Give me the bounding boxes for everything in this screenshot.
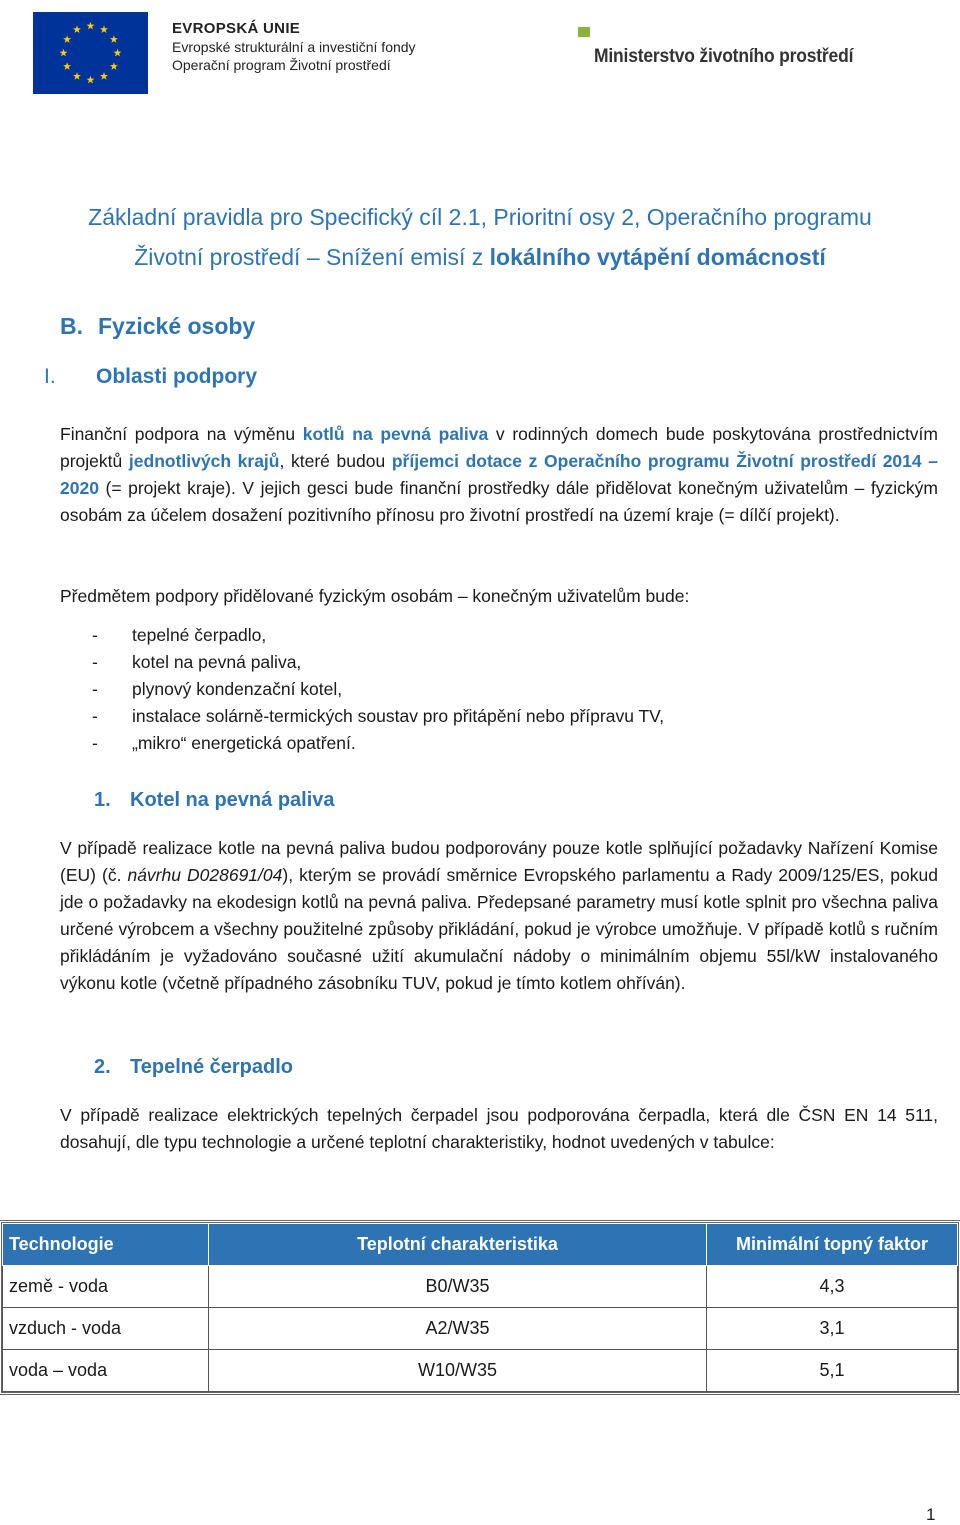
section-1-heading bbox=[94, 789, 335, 812]
title-line-2-a: Životní prostředí – Snížení emisí z bbox=[134, 244, 490, 270]
intro-text-4: (= projekt kraje). V jejich gesci bude finanční prostředky dále přidělovat konečným uživatelům – fyzickým osobám za účelem dosažení pozitivního přínosu pro životní prostředí na území kraje (= dílčí projekt). bbox=[60, 478, 938, 525]
table-cell: voda – voda bbox=[3, 1350, 209, 1392]
section-2-number: 2. bbox=[94, 1056, 111, 1078]
list-item: - plynový kondenzační kotel, bbox=[92, 676, 664, 703]
intro-highlight-3: příjemci dotace z Operačního programu Životní prostředí 2014 – 2020 bbox=[60, 451, 938, 498]
ministry-logo: Ministerstvo životního prostředí bbox=[594, 46, 854, 67]
column-header: Teplotní charakteristika bbox=[209, 1224, 707, 1266]
list-item: - „mikro“ energetická opatření. bbox=[92, 730, 664, 757]
support-items-list bbox=[92, 622, 664, 757]
table-cell: vzduch - voda bbox=[3, 1308, 209, 1350]
title-line-1: Základní pravidla pro Specifický cíl 2.1, Prioritní osy 2, Operačního programu bbox=[88, 204, 872, 230]
section-1-paragraph bbox=[60, 835, 938, 997]
section-b-heading bbox=[60, 313, 255, 340]
intro-text-1: Finanční podpora na výměnu bbox=[60, 424, 303, 444]
section-b-number: B. bbox=[60, 313, 83, 339]
intro-highlight-1: kotlů na pevná paliva bbox=[302, 424, 489, 444]
section-1-label: Kotel na pevná paliva bbox=[130, 789, 335, 811]
section-i-label: Oblasti podpory bbox=[96, 365, 258, 388]
page-header bbox=[0, 0, 960, 110]
list-item: - tepelné čerpadlo, bbox=[92, 622, 664, 649]
table-cell: B0/W35 bbox=[209, 1266, 707, 1308]
intro-text-2: v rodinných domech bude poskytována prostřednictvím projektů bbox=[60, 424, 939, 471]
eu-line-1: EVROPSKÁ UNIE bbox=[172, 20, 301, 37]
section-1-text-2: ), kterým se provádí směrnice Evropského parlamentu a Rady 2009/125/ES, pokud jde o požadavky na ekodesign kotlů na pevná paliva. Předepsané parametry musí kotle splnit pro všechna paliva určené výrobcem a všechny použitelné způsoby přikládání, pokud je výrobce umožňuje. V případě kotlů s ručním přikládáním je vyžadováno současné užití akumulační nádoby o minimálním objemu 55l/kW instalovaného výkonu kotle (včetně případného zásobníku TUV, pokud je tímto kotlem ohříván). bbox=[60, 865, 938, 993]
list-item: - instalace solárně-termických soustav pro přitápění nebo přípravu TV, bbox=[92, 703, 664, 730]
title-line-2 bbox=[0, 237, 960, 277]
title-line-2-b: lokálního vytápění domácností bbox=[489, 244, 826, 270]
table-cell: A2/W35 bbox=[209, 1308, 707, 1350]
table-row bbox=[3, 1350, 958, 1392]
section-1-text-1: V případě realizace kotle na pevná paliva budou podporovány pouze kotle splňující požadavky Nařízení Komise (EU) (č. bbox=[60, 838, 938, 885]
column-header: Minimální topný faktor bbox=[707, 1224, 958, 1266]
section-2-heading bbox=[94, 1056, 293, 1079]
eu-line-3: Operační program Životní prostředí bbox=[172, 57, 391, 73]
table-header-row bbox=[3, 1224, 958, 1266]
heat-pump-table bbox=[2, 1223, 958, 1392]
subject-paragraph: Předmětem podpory přidělované fyzickým osobám – konečným uživatelům bude: bbox=[60, 586, 690, 606]
eu-fund-text bbox=[172, 20, 416, 74]
list-item: - kotel na pevná paliva, bbox=[92, 649, 664, 676]
intro-highlight-2: jednotlivých krajů bbox=[128, 451, 280, 471]
section-b-label: Fyzické osoby bbox=[98, 313, 256, 339]
table-cell: W10/W35 bbox=[209, 1350, 707, 1392]
table-row bbox=[3, 1308, 958, 1350]
section-1-number: 1. bbox=[94, 789, 111, 811]
section-i-heading bbox=[44, 365, 257, 389]
table-row bbox=[3, 1266, 958, 1308]
ministry-logo-bar bbox=[578, 27, 590, 37]
column-header: Technologie bbox=[3, 1224, 209, 1266]
section-i-number: I. bbox=[44, 365, 56, 388]
section-1-italic: návrhu D028691/04 bbox=[127, 865, 283, 885]
eu-line-2: Evropské strukturální a investiční fondy bbox=[172, 39, 416, 55]
table-cell: 4,3 bbox=[707, 1266, 958, 1308]
page-number: 1 bbox=[926, 1505, 936, 1524]
table-cell: 3,1 bbox=[707, 1308, 958, 1350]
document-title bbox=[0, 197, 960, 277]
intro-text-3: , které budou bbox=[279, 451, 392, 471]
eu-flag-icon bbox=[33, 12, 148, 94]
section-2-label: Tepelné čerpadlo bbox=[130, 1056, 294, 1078]
section-2-paragraph: V případě realizace elektrických tepelných čerpadel jsou podporována čerpadla, která dle ČSN EN 14 511, dosahují, dle typu technologie a určené teplotní charakteristiky, hodnot uvedených v tabulce: bbox=[60, 1105, 938, 1152]
intro-paragraph bbox=[60, 421, 938, 529]
table-cell: země - voda bbox=[3, 1266, 209, 1308]
table-cell: 5,1 bbox=[707, 1350, 958, 1392]
